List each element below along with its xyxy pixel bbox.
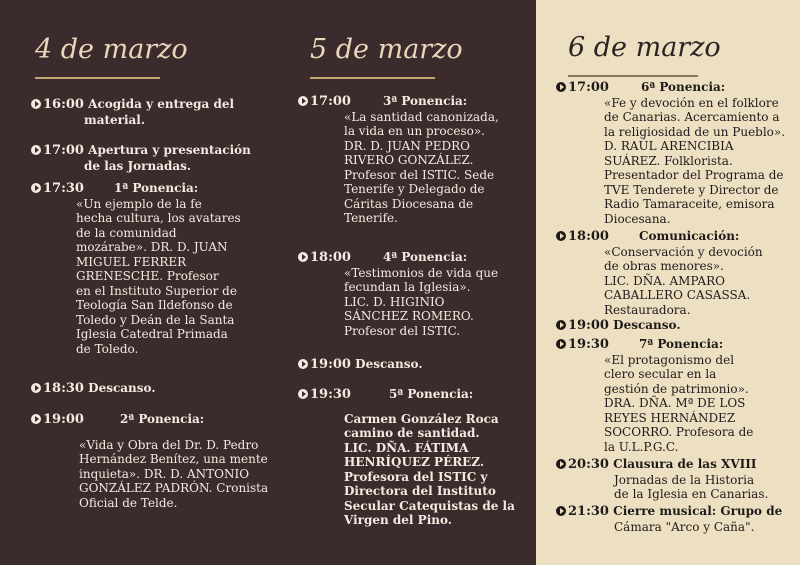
- event-19-00: 19:00 2ª Ponencia: «Vida y Obra del Dr. D. Pedro Hernández Benítez, una mente inquieta». DR. D. ANTONIO GONZÁLEZ PADRÓN. Cronista Oficial de Telde.: [31, 412, 268, 510]
- play-circle-icon: [298, 389, 308, 399]
- event-19-00: 19:00 Descanso.: [556, 318, 681, 334]
- play-circle-icon: [31, 414, 41, 424]
- event-description: «Un ejemplo de la fe hecha cultura, los avatares de la comunidad mozárabe». DR. D. JUAN MIGUEL FERRER GRENESCHE. Profesor en el Instituto Superior de Teología San Ildefonso de Toledo y Deán de la Santa Iglesia Catedral Primada de Toledo.: [76, 196, 241, 356]
- event-description: Jornadas de la Historia de la Iglesia en Canarias.: [614, 472, 769, 501]
- event-description: Cámara "Arco y Caña".: [614, 519, 755, 534]
- day-column-6-march: [536, 0, 800, 565]
- day-column-4-march: [0, 0, 268, 565]
- event-17-00: 17:00 Apertura y presentación de las Jornadas.: [31, 143, 251, 173]
- event-18-00: 18:00 4ª Ponencia: «Testimonios de vida que fecundan la Iglesia». LIC. D. HIGINIO SÁNCHEZ ROMERO. Profesor del ISTIC.: [298, 250, 498, 338]
- play-circle-icon: [298, 252, 308, 262]
- play-circle-icon: [556, 459, 566, 469]
- play-circle-icon: [31, 383, 41, 393]
- event-description: Carmen González Roca camino de santidad. LIC. DÑA. FÁTIMA HENRÍQUEZ PÉREZ. Profesora del ISTIC y Directora del Instituto Secular Catequistas de la Virgen del Pino.: [344, 411, 515, 527]
- play-circle-icon: [556, 82, 566, 92]
- event-description: «Testimonios de vida que fecundan la Iglesia». LIC. D. HIGINIO SÁNCHEZ ROMERO. Profesor del ISTIC.: [344, 265, 499, 338]
- event-19-30: 19:30 7ª Ponencia: «El protagonismo del clero secular en la gestión de patrimonio». DRA. DÑA. Mª DE LOS REYES HERNÁNDEZ SOCORRO. Profesora de la U.L.P.G.C.: [556, 337, 753, 454]
- day-title: 4 de marzo: [35, 34, 188, 65]
- day-title: 6 de marzo: [568, 32, 721, 63]
- event-18-00: 18:00 Comunicación: «Conservación y devoción de obras menores». LIC. DÑA. AMPARO CABALLERO CASASSA. Restauradora.: [556, 229, 763, 317]
- event-description: «Conservación y devoción de obras menores». LIC. DÑA. AMPARO CABALLERO CASASSA. Restauradora.: [604, 244, 763, 317]
- play-circle-icon: [556, 320, 566, 330]
- play-circle-icon: [556, 506, 566, 516]
- day-column-5-march: [268, 0, 536, 565]
- play-circle-icon: [556, 339, 566, 349]
- event-16-00: 16:00 Acogida y entrega del material.: [31, 97, 234, 127]
- event-description: «El protagonismo del clero secular en la gestión de patrimonio». DRA. DÑA. Mª DE LOS REYES HERNÁNDEZ SOCORRO. Profesora de la U.L.P.G.C.: [604, 352, 754, 454]
- play-circle-icon: [298, 96, 308, 106]
- divider: [310, 77, 435, 79]
- event-17-30: 17:30 1ª Ponencia: «Un ejemplo de la fe hecha cultura, los avatares de la comunidad mozárabe». DR. D. JUAN MIGUEL FERRER GRENESCHE. Profesor en el Instituto Superior de Teología San Ildefonso de Toledo y Deán de la Santa Iglesia Catedral Primada de Toledo.: [31, 181, 241, 356]
- play-circle-icon: [31, 99, 41, 109]
- event-18-30: 18:30 Descanso.: [31, 381, 156, 397]
- play-circle-icon: [556, 231, 566, 241]
- event-19-00: 19:00 Descanso.: [298, 357, 423, 373]
- event-21-30: 21:30 Cierre musical: Grupo de Cámara "Arco y Caña".: [556, 504, 782, 534]
- play-circle-icon: [298, 359, 308, 369]
- event-description: «Vida y Obra del Dr. D. Pedro Hernández Benítez, una mente inquieta». DR. D. ANTONIO GONZÁLEZ PADRÓN. Cronista Oficial de Telde.: [79, 437, 269, 510]
- divider: [568, 75, 698, 77]
- play-circle-icon: [31, 145, 41, 155]
- play-circle-icon: [31, 183, 41, 193]
- event-17-00: 17:00 6ª Ponencia: «Fe y devoción en el folklore de Canarias. Acercamiento a la religiosidad de un Pueblo». D. RAÚL ARENCIBIA SUÁREZ. Folklorista. Presentador del Programa de TVE Tenderete y Director de Radio Tamaraceite, emisora Diocesana.: [556, 80, 785, 226]
- day-title: 5 de marzo: [310, 34, 463, 65]
- event-description: «La santidad canonizada, la vida en un proceso». DR. D. JUAN PEDRO RIVERO GONZÁLEZ. Profesor del ISTIC. Sede Tenerife y Delegado de Cáritas Diocesana de Tenerife.: [344, 109, 499, 225]
- event-description: «Fe y devoción en el folklore de Canarias. Acercamiento a la religiosidad de un Pueblo». D. RAÚL ARENCIBIA SUÁREZ. Folklorista. Presentador del Programa de TVE Tenderete y Director de Radio Tamaraceite, emisora Diocesana.: [604, 95, 786, 226]
- event-20-30: 20:30 Clausura de las XVIII Jornadas de la Historia de la Iglesia en Canarias.: [556, 457, 768, 502]
- event-17-00: 17:00 3ª Ponencia: «La santidad canonizada, la vida en un proceso». DR. D. JUAN PEDRO RIVERO GONZÁLEZ. Profesor del ISTIC. Sede Tenerife y Delegado de Cáritas Diocesana de Tenerife.: [298, 94, 499, 226]
- event-19-30: 19:30 5ª Ponencia: Carmen González Roca camino de santidad. LIC. DÑA. FÁTIMA HENRÍQUEZ PÉREZ. Profesora del ISTIC y Directora del Instituto Secular Catequistas de la Virgen del Pino.: [298, 387, 515, 528]
- divider: [35, 77, 160, 79]
